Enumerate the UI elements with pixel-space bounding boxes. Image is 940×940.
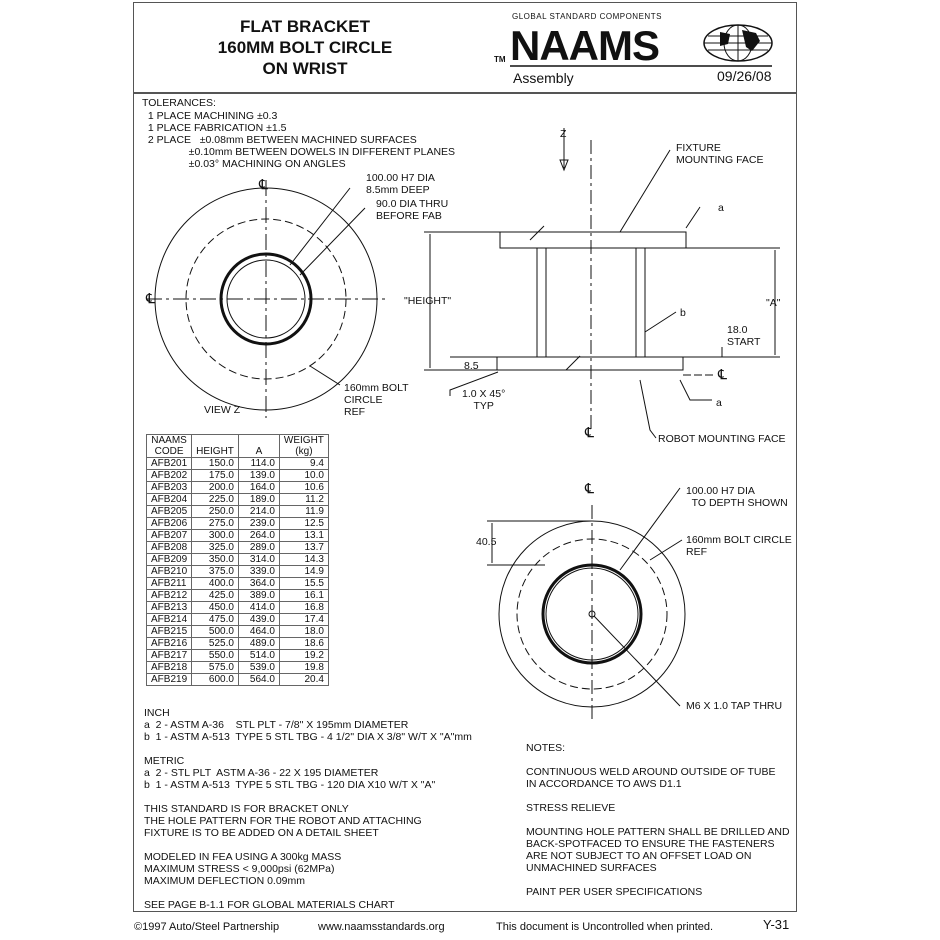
- chamfer-label: 1.0 X 45° TYP: [462, 388, 506, 412]
- cell-code: AFB207: [147, 530, 192, 542]
- cell-code: AFB213: [147, 602, 192, 614]
- z-axis-label: Z: [560, 128, 567, 140]
- materials-notes: INCH a 2 - ASTM A-36 STL PLT - 7/8" X 195mm DIAMETER b 1 - ASTM A-513 TYPE 5 STL TBG - 4 1/2" DIA X 3/8" W/T X "A"mm METRIC a 2 - STL PLT ASTM A-36 - 22 X 195 DIAMETER b 1 - ASTM A-513 TYPE 5 STL TBG - 120 DIA X10 W/T X "A" THIS STANDARD IS FOR BRACKET ONLY THE HOLE PATTERN FOR THE ROBOT AND ATTACHING FIXTURE IS TO BE ADDED ON A DETAIL SHEET MODELED IN FEA USING A 300kg MASS MAXIMUM STRESS < 9,000psi (62MPa) MAXIMUM DEFLECTION 0.09mm SEE PAGE B-1.1 FOR GLOBAL MATERIALS CHART: [144, 707, 472, 911]
- copyright: ©1997 Auto/Steel Partnership: [134, 921, 280, 933]
- cell-code: AFB211: [147, 578, 192, 590]
- cell-weight: 13.1: [279, 530, 328, 542]
- cell-a: 464.0: [238, 626, 279, 638]
- cell-height: 325.0: [192, 542, 239, 554]
- fixture-face-label: FIXTURE MOUNTING FACE: [676, 142, 764, 166]
- cell-height: 275.0: [192, 518, 239, 530]
- cell-height: 250.0: [192, 506, 239, 518]
- cell-weight: 19.2: [279, 650, 328, 662]
- cell-code: AFB204: [147, 494, 192, 506]
- bottom-view-drawing: [487, 488, 685, 720]
- website-link[interactable]: www.naamsstandards.org: [318, 921, 445, 933]
- tolerance-line: TOLERANCES:: [142, 97, 216, 109]
- cell-height: 350.0: [192, 554, 239, 566]
- cell-a: 214.0: [238, 506, 279, 518]
- centerline-symbol: ℄: [585, 480, 594, 496]
- cell-weight: 20.4: [279, 674, 328, 686]
- cell-weight: 13.7: [279, 542, 328, 554]
- table-row: [147, 530, 329, 542]
- part-a-label: a: [718, 202, 724, 214]
- bolt-circle-label: 160mm BOLT CIRCLE REF: [344, 382, 409, 418]
- table-row: [147, 674, 329, 686]
- cell-a: 389.0: [238, 590, 279, 602]
- centerline-symbol: ℄: [585, 424, 594, 440]
- cell-a: 189.0: [238, 494, 279, 506]
- cell-height: 375.0: [192, 566, 239, 578]
- cell-code: AFB205: [147, 506, 192, 518]
- cell-a: 489.0: [238, 638, 279, 650]
- cell-a: 264.0: [238, 530, 279, 542]
- cell-weight: 14.9: [279, 566, 328, 578]
- table-row: [147, 590, 329, 602]
- cell-weight: 19.8: [279, 662, 328, 674]
- cell-code: AFB219: [147, 674, 192, 686]
- cell-weight: 14.3: [279, 554, 328, 566]
- table-row: [147, 470, 329, 482]
- cell-height: 300.0: [192, 530, 239, 542]
- cell-height: 425.0: [192, 590, 239, 602]
- table-row: [147, 578, 329, 590]
- bottom-bolt-label: 160mm BOLT CIRCLE REF: [686, 534, 792, 558]
- table-row: [147, 614, 329, 626]
- cell-a: 114.0: [238, 458, 279, 470]
- cell-height: 150.0: [192, 458, 239, 470]
- cell-height: 550.0: [192, 650, 239, 662]
- table-row: [147, 566, 329, 578]
- centerline-symbol: ℄: [718, 366, 727, 382]
- table-row: [147, 638, 329, 650]
- cell-height: 175.0: [192, 470, 239, 482]
- cell-height: 450.0: [192, 602, 239, 614]
- cell-height: 575.0: [192, 662, 239, 674]
- tolerance-line: 1 PLACE FABRICATION ±1.5: [142, 122, 287, 134]
- cell-height: 225.0: [192, 494, 239, 506]
- drawing-title: FLAT BRACKET 160MM BOLT CIRCLE ON WRIST: [217, 17, 393, 78]
- cell-height: 475.0: [192, 614, 239, 626]
- cell-a: 239.0: [238, 518, 279, 530]
- cell-a: 514.0: [238, 650, 279, 662]
- size-table: [146, 434, 329, 686]
- cell-code: AFB215: [147, 626, 192, 638]
- tolerance-line: ±0.10mm BETWEEN DOWELS IN DIFFERENT PLANES: [142, 146, 456, 158]
- tolerance-line: ±0.03° MACHINING ON ANGLES: [142, 158, 346, 170]
- cell-a: 289.0: [238, 542, 279, 554]
- cell-height: 200.0: [192, 482, 239, 494]
- height-dimension: "HEIGHT": [404, 295, 452, 307]
- cell-weight: 18.6: [279, 638, 328, 650]
- cell-height: 500.0: [192, 626, 239, 638]
- cell-a: 564.0: [238, 674, 279, 686]
- table-row: [147, 506, 329, 518]
- page-number: Y-31: [763, 917, 790, 932]
- cell-code: AFB202: [147, 470, 192, 482]
- table-row: [147, 494, 329, 506]
- part-b-label: b: [680, 307, 686, 319]
- dimension-8-5: 8.5: [464, 360, 479, 372]
- cell-weight: 16.1: [279, 590, 328, 602]
- cell-code: AFB203: [147, 482, 192, 494]
- table-row: [147, 626, 329, 638]
- date: 09/26/08: [717, 68, 772, 84]
- table-row: [147, 662, 329, 674]
- tolerance-line: 1 PLACE MACHINING ±0.3: [142, 110, 278, 122]
- cell-weight: 18.0: [279, 626, 328, 638]
- view-z-label: VIEW Z: [204, 404, 241, 416]
- cell-a: 439.0: [238, 614, 279, 626]
- centerline-symbol: ℄: [259, 176, 268, 192]
- cell-code: AFB208: [147, 542, 192, 554]
- trademark: TM: [494, 55, 506, 64]
- cell-a: 539.0: [238, 662, 279, 674]
- thru-label: 90.0 DIA THRU BEFORE FAB: [376, 198, 449, 222]
- cell-code: AFB214: [147, 614, 192, 626]
- table-row: [147, 458, 329, 470]
- bottom-bore-label: 100.00 H7 DIA TO DEPTH SHOWN: [686, 485, 788, 509]
- disclaimer: This document is Uncontrolled when printed.: [496, 921, 714, 933]
- a-dimension: "A": [766, 297, 781, 309]
- cell-weight: 11.9: [279, 506, 328, 518]
- cell-a: 339.0: [238, 566, 279, 578]
- cell-code: AFB209: [147, 554, 192, 566]
- dimension-40-5: 40.5: [476, 536, 497, 548]
- cell-a: 314.0: [238, 554, 279, 566]
- header-a: A: [238, 435, 279, 458]
- cell-height: 600.0: [192, 674, 239, 686]
- table-header: [147, 435, 329, 458]
- cell-height: 400.0: [192, 578, 239, 590]
- cell-weight: 15.5: [279, 578, 328, 590]
- cell-code: AFB212: [147, 590, 192, 602]
- tolerance-line: 2 PLACE ±0.08mm BETWEEN MACHINED SURFACES: [142, 134, 417, 146]
- cell-code: AFB210: [147, 566, 192, 578]
- cell-weight: 9.4: [279, 458, 328, 470]
- cell-a: 139.0: [238, 470, 279, 482]
- category: Assembly: [513, 70, 574, 86]
- table-row: [147, 482, 329, 494]
- cell-weight: 17.4: [279, 614, 328, 626]
- cell-a: 164.0: [238, 482, 279, 494]
- cell-height: 525.0: [192, 638, 239, 650]
- header-code: NAAMS CODE: [147, 435, 192, 458]
- start-dimension: 18.0 START: [727, 324, 761, 348]
- cell-code: AFB218: [147, 662, 192, 674]
- cell-a: 414.0: [238, 602, 279, 614]
- cell-code: AFB201: [147, 458, 192, 470]
- header-height: HEIGHT: [192, 435, 239, 458]
- header-weight: WEIGHT (kg): [279, 435, 328, 458]
- bore-label: 100.00 H7 DIA 8.5mm DEEP: [366, 172, 435, 196]
- naams-logo: NAAMS: [510, 22, 659, 69]
- cell-weight: 16.8: [279, 602, 328, 614]
- table-row: [147, 518, 329, 530]
- table-row: [147, 650, 329, 662]
- cell-weight: 11.2: [279, 494, 328, 506]
- part-a-label: a: [716, 397, 722, 409]
- cell-code: AFB216: [147, 638, 192, 650]
- cell-weight: 10.6: [279, 482, 328, 494]
- cell-a: 364.0: [238, 578, 279, 590]
- centerline-symbol: ℄: [146, 290, 155, 306]
- tagline: GLOBAL STANDARD COMPONENTS: [512, 12, 662, 21]
- notes: NOTES: CONTINUOUS WELD AROUND OUTSIDE OF TUBE IN ACCORDANCE TO AWS D1.1 STRESS RELIEVE MOUNTING HOLE PATTERN SHALL BE DRILLED AND BACK-SPOTFACED TO ENSURE THE FASTENERS ARE NOT SUBJECT TO AN OFFSET LOAD ON UNMACHINED SURFACES PAINT PER USER SPECIFICATIONS: [526, 742, 790, 898]
- cell-weight: 10.0: [279, 470, 328, 482]
- table-row: [147, 602, 329, 614]
- table-row: [147, 554, 329, 566]
- tap-label: M6 X 1.0 TAP THRU: [686, 700, 783, 712]
- cell-code: AFB206: [147, 518, 192, 530]
- table-row: [147, 542, 329, 554]
- cell-weight: 12.5: [279, 518, 328, 530]
- cell-code: AFB217: [147, 650, 192, 662]
- robot-face-label: ROBOT MOUNTING FACE: [658, 433, 786, 445]
